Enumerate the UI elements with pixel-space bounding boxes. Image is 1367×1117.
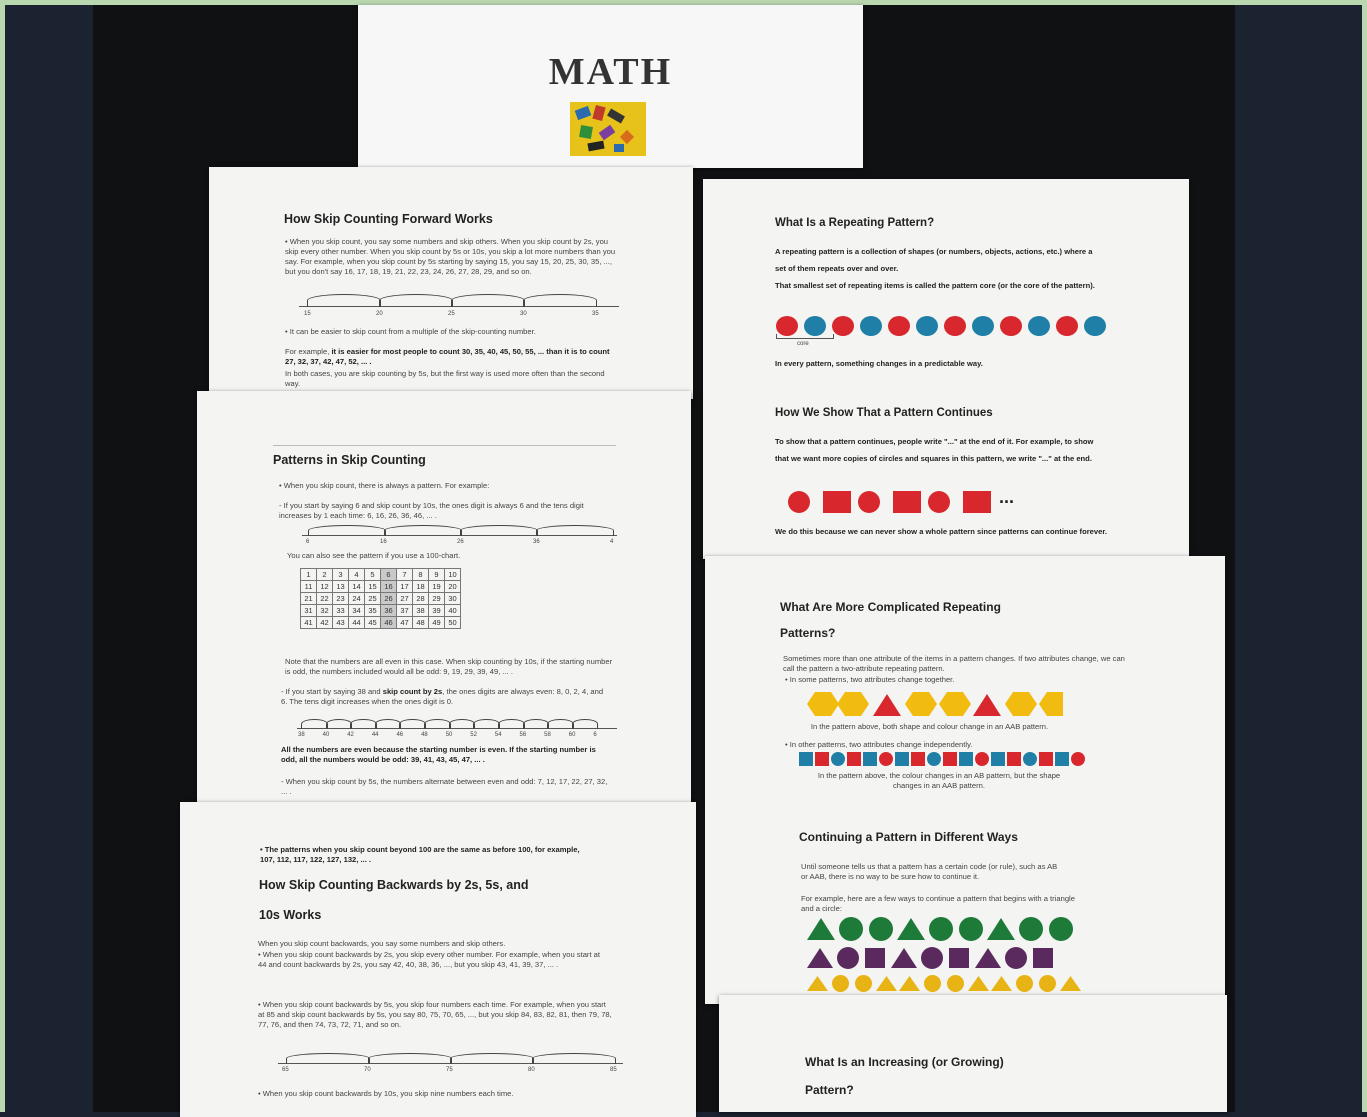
blue-circle bbox=[972, 316, 994, 336]
sheet-complicated-patterns bbox=[705, 556, 1225, 1004]
paragraph bbox=[281, 687, 611, 707]
square-shape bbox=[959, 752, 973, 766]
chart-cell: 2 bbox=[317, 569, 333, 581]
circle-shape bbox=[839, 917, 863, 941]
paragraph: • When you skip count backwards by 10s, you skip nine numbers each time. bbox=[258, 1089, 514, 1098]
chart-cell: 30 bbox=[445, 593, 461, 605]
number-label: 46 bbox=[396, 732, 404, 738]
chart-cell: 7 bbox=[397, 569, 413, 581]
chart-cell: 29 bbox=[429, 593, 445, 605]
red-circle bbox=[928, 491, 950, 513]
chart-cell: 49 bbox=[429, 617, 445, 629]
chart-cell: 6 bbox=[381, 569, 397, 581]
number-label: 6 bbox=[593, 732, 597, 738]
chart-cell: 20 bbox=[445, 581, 461, 593]
circle-shape bbox=[947, 975, 964, 992]
red-square bbox=[963, 491, 991, 513]
chart-cell: 21 bbox=[301, 593, 317, 605]
skip-arc bbox=[449, 719, 476, 729]
square-shape bbox=[1033, 948, 1053, 968]
chart-row bbox=[301, 605, 461, 617]
triangle-shape bbox=[1060, 976, 1081, 991]
paragraph: A repeating pattern is a collection of shapes (or numbers, objects, actions, etc.) where a set of them repeats over and over. bbox=[775, 247, 1093, 273]
circle-shape bbox=[927, 752, 941, 766]
chart-cell: 42 bbox=[317, 617, 333, 629]
square-shape bbox=[943, 752, 957, 766]
chart-cell: 9 bbox=[429, 569, 445, 581]
paragraph: • When you skip count backwards by 5s, you skip four numbers each time. For example, when you start at 85 and skip count backwards by 5s, you say 80, 75, 70, 65, ..., but you skip 84, 83, 82, 81, then 79, 78, 77, 76, and then 74, 73, 72, 71, and so on. bbox=[258, 1000, 612, 1029]
number-label: 40 bbox=[322, 732, 330, 738]
square-shape bbox=[847, 752, 861, 766]
math-header-sheet bbox=[358, 5, 863, 168]
page-title: MATH bbox=[548, 51, 673, 93]
sheet-patterns-in-skip-counting bbox=[197, 391, 691, 817]
skip-arc bbox=[399, 719, 426, 729]
sheet-title: What Is an Increasing (or Growing) bbox=[805, 1055, 1004, 1069]
square-shape bbox=[911, 752, 925, 766]
ellipsis: ... bbox=[999, 487, 1015, 507]
sheet-title: Patterns in Skip Counting bbox=[273, 453, 426, 467]
skip-arc bbox=[424, 719, 451, 729]
chart-cell: 13 bbox=[333, 581, 349, 593]
sheet-title: How We Show That a Pattern Continues bbox=[775, 407, 993, 419]
triangle-shape bbox=[987, 918, 1015, 940]
sheet-skip-counting-forward bbox=[209, 167, 693, 399]
number-line bbox=[278, 1050, 623, 1078]
sheet-title: Continuing a Pattern in Different Ways bbox=[799, 830, 1018, 844]
triangle-shape bbox=[899, 976, 920, 991]
red-circle bbox=[858, 491, 880, 513]
chart-row bbox=[301, 593, 461, 605]
chart-cell: 48 bbox=[413, 617, 429, 629]
triangle-circle-pattern-green bbox=[807, 916, 1097, 942]
skip-arc bbox=[547, 719, 574, 729]
paragraph: You can also see the pattern if you use a 100-chart. bbox=[287, 551, 461, 560]
circle-shape bbox=[879, 752, 893, 766]
chart-cell: 10 bbox=[445, 569, 461, 581]
chart-cell: 24 bbox=[349, 593, 365, 605]
sheet-title-line2: 10s Works bbox=[259, 908, 322, 922]
chart-cell: 12 bbox=[317, 581, 333, 593]
caption: In the pattern above, both shape and colour change in an AAB pattern. bbox=[810, 722, 1049, 731]
skip-arc bbox=[572, 719, 599, 729]
paragraph: In every pattern, something changes in a predictable way. bbox=[775, 359, 983, 368]
paragraph: - If you start by saying 6 and skip count by 10s, the ones digit is always 6 and the tens digit increases by 1 each time: 6, 16, 26, 36, 46, ... . bbox=[279, 501, 584, 520]
chart-cell: 33 bbox=[333, 605, 349, 617]
blue-circle bbox=[916, 316, 938, 336]
paragraph: Until someone tells us that a pattern has a certain code (or rule), such as AB or AAB, there is no way to be sure how to continue it. bbox=[801, 862, 1058, 881]
number-label: 50 bbox=[445, 732, 453, 738]
chart-cell: 16 bbox=[381, 581, 397, 593]
number-label: 44 bbox=[371, 732, 379, 738]
sheet-title: How Skip Counting Forward Works bbox=[284, 212, 493, 226]
chart-cell: 18 bbox=[413, 581, 429, 593]
hundred-chart bbox=[300, 568, 461, 629]
skip-arc bbox=[498, 719, 525, 729]
blue-circle bbox=[1084, 316, 1106, 336]
chart-cell: 41 bbox=[301, 617, 317, 629]
chart-cell: 43 bbox=[333, 617, 349, 629]
number-label: 30 bbox=[520, 311, 527, 317]
square-shape bbox=[895, 752, 909, 766]
text-bold: it is easier for most people to count 30, 35, 40, 45, 50, 55, ... than it is to count 27, 32, 37, 42, 47, 52, ... . bbox=[285, 347, 610, 366]
number-label: 36 bbox=[533, 539, 540, 545]
number-label: 20 bbox=[376, 311, 383, 317]
triangle-circle-pattern-yellow bbox=[807, 974, 1097, 996]
number-label: 42 bbox=[347, 732, 354, 738]
skip-arc bbox=[350, 719, 377, 729]
chart-cell: 1 bbox=[301, 569, 317, 581]
circle-shape bbox=[975, 752, 989, 766]
chart-cell: 8 bbox=[413, 569, 429, 581]
number-line bbox=[302, 523, 617, 549]
red-circle bbox=[832, 316, 854, 336]
red-circle bbox=[1000, 316, 1022, 336]
red-circle bbox=[888, 316, 910, 336]
core-bracket bbox=[776, 334, 834, 339]
sheet-repeating-pattern bbox=[703, 179, 1189, 559]
number-label: 16 bbox=[380, 539, 387, 545]
sheet-title-line2: Pattern? bbox=[805, 1083, 854, 1097]
triangle-shape bbox=[991, 976, 1012, 991]
chart-cell: 32 bbox=[317, 605, 333, 617]
circle-shape bbox=[1023, 752, 1037, 766]
caption: In the pattern above, the colour changes in an AB pattern, but the shape changes in an AAB pattern. bbox=[817, 771, 1061, 790]
square-shape bbox=[1055, 752, 1069, 766]
circle-shape bbox=[832, 975, 849, 992]
circle-shape bbox=[831, 752, 845, 766]
circle-shape bbox=[929, 917, 953, 941]
chart-cell: 14 bbox=[349, 581, 365, 593]
number-label: 52 bbox=[470, 732, 477, 738]
chart-cell: 45 bbox=[365, 617, 381, 629]
red-circle bbox=[944, 316, 966, 336]
number-line bbox=[299, 292, 619, 322]
circle-shape bbox=[837, 947, 859, 969]
triangle-shape bbox=[807, 948, 833, 968]
paragraph: • In other patterns, two attributes change independently. bbox=[785, 740, 973, 749]
skip-arc bbox=[523, 719, 550, 729]
core-label: core bbox=[797, 341, 809, 347]
sheet-increasing-pattern bbox=[719, 995, 1227, 1112]
chart-row bbox=[301, 569, 461, 581]
chart-cell: 19 bbox=[429, 581, 445, 593]
sheet-skip-counting-backwards bbox=[180, 802, 696, 1117]
paragraph: That smallest set of repeating items is called the pattern core (or the core of the pattern). bbox=[775, 281, 1095, 290]
sheet-title: How Skip Counting Backwards by 2s, 5s, and bbox=[259, 878, 529, 892]
text-bold: skip count by 2s bbox=[382, 687, 443, 696]
chart-row bbox=[301, 617, 461, 629]
paragraph: We do this because we can never show a whole pattern since patterns can continue forever. bbox=[775, 527, 1107, 536]
chart-cell: 3 bbox=[333, 569, 349, 581]
chart-cell: 25 bbox=[365, 593, 381, 605]
triangle-shape bbox=[807, 976, 828, 991]
paragraph: To show that a pattern continues, people write "..." at the end of it. For example, to show that we want more copies of circles and squares in this pattern, we write "..." at the end. bbox=[775, 437, 1094, 463]
chart-cell: 40 bbox=[445, 605, 461, 617]
chart-cell: 50 bbox=[445, 617, 461, 629]
chart-cell: 5 bbox=[365, 569, 381, 581]
red-circle bbox=[1056, 316, 1078, 336]
paragraph: • In some patterns, two attributes change together. bbox=[785, 675, 955, 684]
paragraph: Sometimes more than one attribute of the items in a pattern changes. If two attributes change, we can call the pattern a two-attribute repeating pattern. bbox=[783, 654, 1125, 673]
circle-shape bbox=[869, 917, 893, 941]
red-square bbox=[823, 491, 851, 513]
number-label: 60 bbox=[568, 732, 576, 738]
divider bbox=[273, 445, 616, 446]
number-label: 25 bbox=[448, 311, 455, 317]
chart-cell: 34 bbox=[349, 605, 365, 617]
circle-shape bbox=[959, 917, 983, 941]
chart-cell: 28 bbox=[413, 593, 429, 605]
number-label: 26 bbox=[457, 539, 464, 545]
number-label: 75 bbox=[446, 1067, 453, 1073]
chart-cell: 31 bbox=[301, 605, 317, 617]
bulletin-board bbox=[93, 5, 1235, 1112]
chart-cell: 35 bbox=[365, 605, 381, 617]
square-shape bbox=[1007, 752, 1021, 766]
paragraph-bold: All the numbers are even because the starting number is even. If the starting number is odd, all the numbers would be odd: 39, 41, 43, 45, 47, ... . bbox=[281, 745, 596, 764]
circle-square-pattern bbox=[788, 489, 1028, 515]
chart-cell: 15 bbox=[365, 581, 381, 593]
skip-arc bbox=[375, 719, 402, 729]
number-label: 56 bbox=[519, 732, 527, 738]
sheet-title: What Are More Complicated Repeating bbox=[780, 600, 1001, 614]
sheet-title-line2: Patterns? bbox=[780, 626, 836, 640]
blue-circle bbox=[804, 316, 826, 336]
circle-shape bbox=[1039, 975, 1056, 992]
chart-cell: 27 bbox=[397, 593, 413, 605]
chart-cell: 36 bbox=[381, 605, 397, 617]
circle-shape bbox=[1016, 975, 1033, 992]
math-manipulatives-image bbox=[570, 102, 646, 156]
blue-circle bbox=[1028, 316, 1050, 336]
number-label: 58 bbox=[544, 732, 551, 738]
number-label: 85 bbox=[610, 1067, 617, 1073]
triangle-circle-square-pattern-purple bbox=[807, 946, 1097, 970]
triangle-shape bbox=[876, 976, 897, 991]
circle-shape bbox=[1019, 917, 1043, 941]
chart-cell: 4 bbox=[349, 569, 365, 581]
blue-circle bbox=[860, 316, 882, 336]
red-square bbox=[893, 491, 921, 513]
paragraph: - When you skip count by 5s, the numbers alternate between even and odd: 7, 12, 17, 22, 27, 32, ... . bbox=[281, 777, 608, 796]
chart-cell: 39 bbox=[429, 605, 445, 617]
number-label: 6 bbox=[306, 539, 310, 545]
square-shape bbox=[865, 948, 885, 968]
skip-arc bbox=[326, 719, 353, 729]
chart-cell: 47 bbox=[397, 617, 413, 629]
red-circle bbox=[788, 491, 810, 513]
chart-row bbox=[301, 581, 461, 593]
square-shape bbox=[949, 948, 969, 968]
chart-cell: 37 bbox=[397, 605, 413, 617]
chart-cell: 11 bbox=[301, 581, 317, 593]
triangle-shape bbox=[975, 948, 1001, 968]
number-label: 15 bbox=[304, 311, 311, 317]
chart-cell: 23 bbox=[333, 593, 349, 605]
square-circle-colour-pattern bbox=[799, 752, 1089, 768]
number-label: 48 bbox=[421, 732, 428, 738]
paragraph: Note that the numbers are all even in this case. When skip counting by 10s, if the starting number is odd, the numbers included would all be odd: 9, 19, 29, 39, 49, ... . bbox=[285, 657, 613, 676]
paragraph: For example, here are a few ways to continue a pattern that begins with a triangle and a circle: bbox=[801, 894, 1075, 913]
circle-shape bbox=[855, 975, 872, 992]
triangle-shape bbox=[891, 948, 917, 968]
circle-shape bbox=[924, 975, 941, 992]
paragraph: • When you skip count backwards by 2s, you skip every other number. For example, when you start at 44 and count backwards by 2s, you say 42, 40, 38, 36, ..., but you skip 43, 41, 39, 37, ... . bbox=[258, 950, 601, 969]
number-label: 54 bbox=[494, 732, 502, 738]
number-label: 70 bbox=[364, 1067, 371, 1073]
number-label: 35 bbox=[592, 311, 599, 317]
circle-shape bbox=[1049, 917, 1073, 941]
square-shape bbox=[1039, 752, 1053, 766]
square-shape bbox=[815, 752, 829, 766]
circle-shape bbox=[921, 947, 943, 969]
paragraph bbox=[285, 347, 615, 367]
text: For example, bbox=[285, 347, 332, 356]
triangle-shape bbox=[897, 918, 925, 940]
paragraph: • When you skip count, there is always a pattern. For example: bbox=[279, 481, 490, 490]
chart-cell: 44 bbox=[349, 617, 365, 629]
chart-cell: 22 bbox=[317, 593, 333, 605]
square-shape bbox=[799, 752, 813, 766]
text: , the ones digits are always even: 8, 0, 2, 4, and 6. The tens digit increases when the ones digit is 0. bbox=[281, 687, 604, 706]
paragraph-bold: • The patterns when you skip count beyond 100 are the same as before 100, for example, 107, 112, 117, 122, 127, 132, ... . bbox=[260, 845, 580, 864]
triangle-shape bbox=[968, 976, 989, 991]
paragraph: • It can be easier to skip count from a multiple of the skip-counting number. bbox=[285, 327, 536, 336]
triangle-shape bbox=[807, 918, 835, 940]
sheet-title: What Is a Repeating Pattern? bbox=[775, 217, 935, 229]
number-line-by-2s bbox=[297, 716, 617, 742]
chart-cell: 26 bbox=[381, 593, 397, 605]
hexagon-triangle-pattern bbox=[807, 688, 1082, 720]
number-label: 65 bbox=[282, 1067, 289, 1073]
square-shape bbox=[991, 752, 1005, 766]
text: - If you start by saying 38 and bbox=[281, 687, 383, 696]
paragraph: • When you skip count, you say some numbers and skip others. When you skip count by 2s, you skip every other number. When you skip count by 5s or 10s, you skip a lot more numbers than you say. For example, when you skip count by 5s starting by saying 15, you say 15, 20, 25, 30, 35, ..., but you don't say 16, 17, 18, 19, 21, 22, 23, 24, 26, 27, 28, 29, and so on. bbox=[285, 237, 616, 276]
number-label: 38 bbox=[298, 732, 305, 738]
paragraph: In both cases, you are skip counting by 5s, but the first way is used more often than the second way. bbox=[285, 369, 605, 388]
circle-shape bbox=[1071, 752, 1085, 766]
red-circle bbox=[776, 316, 798, 336]
number-label: 4 bbox=[610, 539, 614, 545]
paragraph: When you skip count backwards, you say some numbers and skip others. bbox=[258, 939, 506, 948]
chart-cell: 17 bbox=[397, 581, 413, 593]
number-label: 80 bbox=[528, 1067, 535, 1073]
chart-cell: 38 bbox=[413, 605, 429, 617]
skip-arc bbox=[301, 719, 328, 729]
chart-cell: 46 bbox=[381, 617, 397, 629]
circle-shape bbox=[1005, 947, 1027, 969]
square-shape bbox=[863, 752, 877, 766]
skip-arc bbox=[473, 719, 500, 729]
